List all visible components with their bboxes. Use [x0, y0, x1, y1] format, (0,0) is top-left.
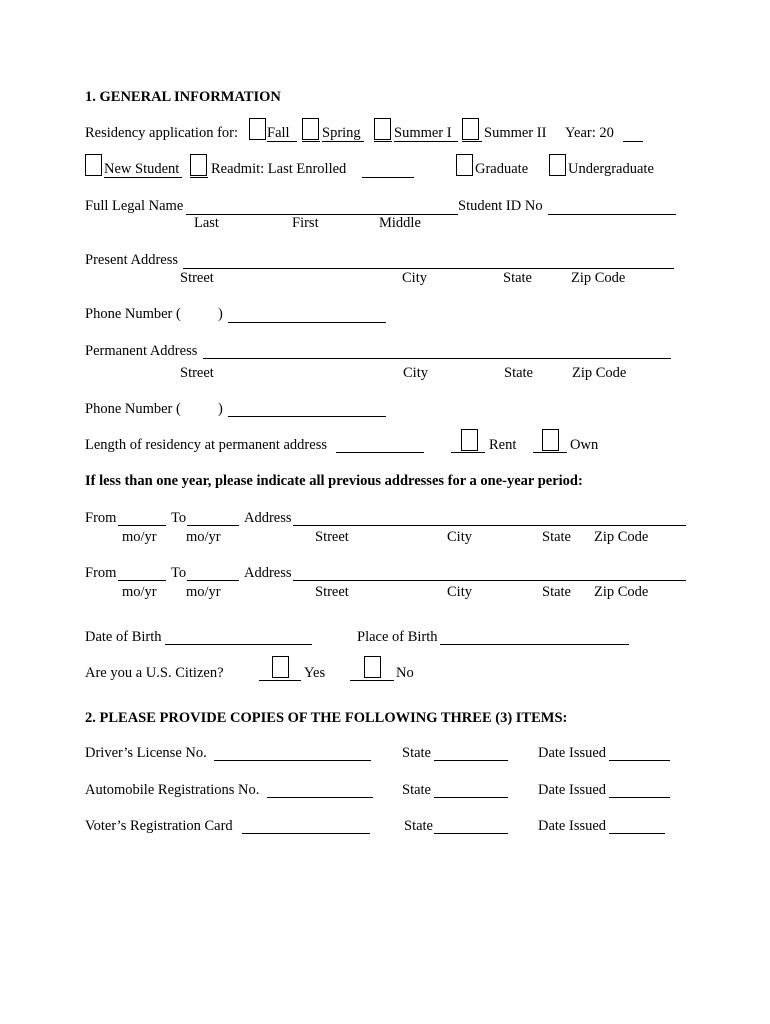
prev-1-street-caption: Street	[315, 529, 349, 545]
section-1-heading: 1. GENERAL INFORMATION	[85, 89, 281, 105]
graduate-label: Graduate	[475, 161, 529, 177]
length-of-residency-field[interactable]	[336, 452, 424, 453]
summer-2-checkbox[interactable]	[462, 118, 479, 140]
citizen-yes-lead-line	[259, 680, 301, 681]
citizen-no-lead-line	[350, 680, 394, 681]
phone-1-label: Phone Number (	[85, 306, 181, 322]
drivers-license-state-field[interactable]	[434, 760, 508, 761]
prev-2-address-field[interactable]	[293, 580, 686, 581]
last-enrolled-field[interactable]	[362, 177, 414, 178]
drivers-license-field[interactable]	[214, 760, 371, 761]
voter-registration-date-label: Date Issued	[538, 818, 607, 834]
fall-label: Fall	[267, 125, 290, 141]
permanent-city-caption: City	[403, 365, 428, 381]
drivers-license-state-label: State	[402, 745, 431, 761]
voter-registration-label: Voter’s Registration Card	[85, 818, 233, 834]
voter-registration-date-field[interactable]	[609, 833, 665, 834]
drivers-license-date-field[interactable]	[609, 760, 670, 761]
voter-registration-state-field[interactable]	[434, 833, 508, 834]
full-legal-name-label: Full Legal Name	[85, 198, 184, 214]
previous-addresses-heading: If less than one year, please indicate all previous addresses for a one-year period:	[85, 473, 583, 489]
middle-name-caption: Middle	[379, 215, 421, 231]
prev-1-zip-caption: Zip Code	[594, 529, 649, 545]
prev-2-address-label: Address	[244, 565, 292, 581]
summer-2-label: Summer II	[484, 125, 547, 141]
fall-underline	[267, 141, 297, 142]
phone-2-paren: )	[218, 401, 223, 417]
year-field[interactable]	[623, 141, 643, 142]
citizen-no-label: No	[396, 665, 414, 681]
prev-1-to-caption: mo/yr	[186, 529, 221, 545]
permanent-zip-caption: Zip Code	[572, 365, 627, 381]
voter-registration-state-label: State	[404, 818, 433, 834]
prev-1-address-field[interactable]	[293, 525, 686, 526]
summer-1-checkbox[interactable]	[374, 118, 391, 140]
prev-2-to-field[interactable]	[187, 580, 239, 581]
prev-1-address-label: Address	[244, 510, 292, 526]
voter-registration-field[interactable]	[242, 833, 370, 834]
present-address-field[interactable]	[183, 268, 674, 269]
student-id-field[interactable]	[548, 214, 676, 215]
prev-2-city-caption: City	[447, 584, 472, 600]
rent-checkbox[interactable]	[461, 429, 478, 451]
auto-registration-date-label: Date Issued	[538, 782, 607, 798]
phone-1-paren: )	[218, 306, 223, 322]
citizen-question: Are you a U.S. Citizen?	[85, 665, 224, 681]
prev-2-to-caption: mo/yr	[186, 584, 221, 600]
readmit-label: Readmit: Last Enrolled	[211, 161, 347, 177]
spring-underline	[322, 141, 364, 142]
auto-registration-date-field[interactable]	[609, 797, 670, 798]
prev-2-zip-caption: Zip Code	[594, 584, 649, 600]
auto-registration-state-field[interactable]	[434, 797, 508, 798]
date-of-birth-label: Date of Birth	[85, 629, 162, 645]
student-id-label: Student ID No	[458, 198, 543, 214]
prev-2-from-field[interactable]	[118, 580, 166, 581]
own-lead-line	[533, 452, 567, 453]
residency-label: Residency application for:	[85, 125, 239, 141]
first-name-caption: First	[292, 215, 319, 231]
present-street-caption: Street	[180, 270, 214, 286]
rent-label: Rent	[489, 437, 517, 453]
prev-1-to-field[interactable]	[187, 525, 239, 526]
prev-1-from-field[interactable]	[118, 525, 166, 526]
place-of-birth-label: Place of Birth	[357, 629, 438, 645]
citizen-no-checkbox[interactable]	[364, 656, 381, 678]
graduate-checkbox[interactable]	[456, 154, 473, 176]
phone-2-label: Phone Number (	[85, 401, 181, 417]
new-student-label: New Student	[104, 161, 180, 177]
last-name-caption: Last	[194, 215, 219, 231]
permanent-state-caption: State	[504, 365, 533, 381]
undergraduate-label: Undergraduate	[568, 161, 654, 177]
present-zip-caption: Zip Code	[571, 270, 626, 286]
summer-1-lead-line	[374, 141, 392, 142]
phone-1-field[interactable]	[228, 322, 386, 323]
permanent-street-caption: Street	[180, 365, 214, 381]
readmit-lead-line	[190, 177, 208, 178]
own-label: Own	[570, 437, 599, 453]
prev-1-city-caption: City	[447, 529, 472, 545]
rent-lead-line	[451, 452, 485, 453]
present-city-caption: City	[402, 270, 427, 286]
auto-registration-state-label: State	[402, 782, 431, 798]
prev-1-from-caption: mo/yr	[122, 529, 157, 545]
year-label: Year: 20	[565, 125, 614, 141]
readmit-checkbox[interactable]	[190, 154, 207, 176]
prev-2-from-label: From	[85, 565, 117, 581]
prev-2-state-caption: State	[542, 584, 571, 600]
fall-checkbox[interactable]	[249, 118, 266, 140]
new-student-underline	[104, 177, 182, 178]
spring-label: Spring	[322, 125, 361, 141]
prev-1-from-label: From	[85, 510, 117, 526]
auto-registration-label: Automobile Registrations No.	[85, 782, 260, 798]
auto-registration-field[interactable]	[267, 797, 373, 798]
prev-1-state-caption: State	[542, 529, 571, 545]
drivers-license-date-label: Date Issued	[538, 745, 607, 761]
drivers-license-label: Driver’s License No.	[85, 745, 207, 761]
length-of-residency-label: Length of residency at permanent address	[85, 437, 327, 453]
summer-1-label: Summer I	[394, 125, 452, 141]
date-of-birth-field[interactable]	[165, 644, 312, 645]
citizen-yes-label: Yes	[304, 665, 326, 681]
prev-2-from-caption: mo/yr	[122, 584, 157, 600]
section-2-heading: 2. PLEASE PROVIDE COPIES OF THE FOLLOWING THREE (3) ITEMS:	[85, 710, 568, 726]
place-of-birth-field[interactable]	[440, 644, 629, 645]
permanent-address-label: Permanent Address	[85, 343, 198, 359]
new-student-checkbox[interactable]	[85, 154, 102, 176]
present-address-label: Present Address	[85, 252, 179, 268]
citizen-yes-checkbox[interactable]	[272, 656, 289, 678]
permanent-address-field[interactable]	[203, 358, 671, 359]
spring-checkbox[interactable]	[302, 118, 319, 140]
present-state-caption: State	[503, 270, 532, 286]
prev-2-to-label: To	[171, 565, 187, 581]
undergraduate-checkbox[interactable]	[549, 154, 566, 176]
prev-1-to-label: To	[171, 510, 187, 526]
summer-2-lead-line	[462, 141, 482, 142]
own-checkbox[interactable]	[542, 429, 559, 451]
prev-2-street-caption: Street	[315, 584, 349, 600]
spring-lead-line	[302, 141, 320, 142]
summer-1-underline	[394, 141, 458, 142]
phone-2-field[interactable]	[228, 416, 386, 417]
